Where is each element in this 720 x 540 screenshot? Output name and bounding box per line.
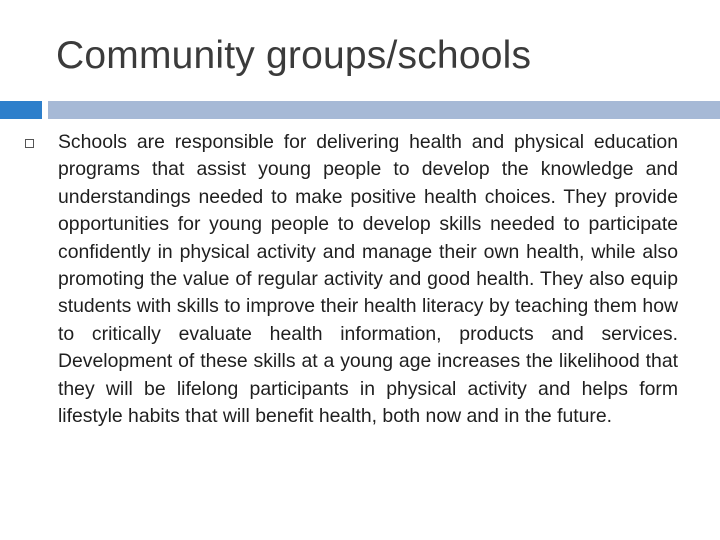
bullet-paragraph: Schools are responsible for delivering health and physical education programs that assist young people to develop the knowledge and understandings needed to make positive health choices. They provide opportunities for young people to develop skills needed to participate confidently in physical activity and manage their own health, while also promoting the value of regular activity and good health. They also equip students with skills to improve their health literacy by teaching them how to critically evaluate health information, products and services. Development of these skills at a young age increases the likelihood that they will be lifelong participants in physical activity and helps form lifestyle habits that will benefit health, both now and in the future. bbox=[58, 131, 678, 428]
slide-title: Community groups/schools bbox=[56, 34, 532, 77]
title-accent-bar-right bbox=[48, 101, 720, 119]
title-accent-bar-left bbox=[0, 101, 42, 119]
square-bullet-icon bbox=[25, 139, 34, 148]
